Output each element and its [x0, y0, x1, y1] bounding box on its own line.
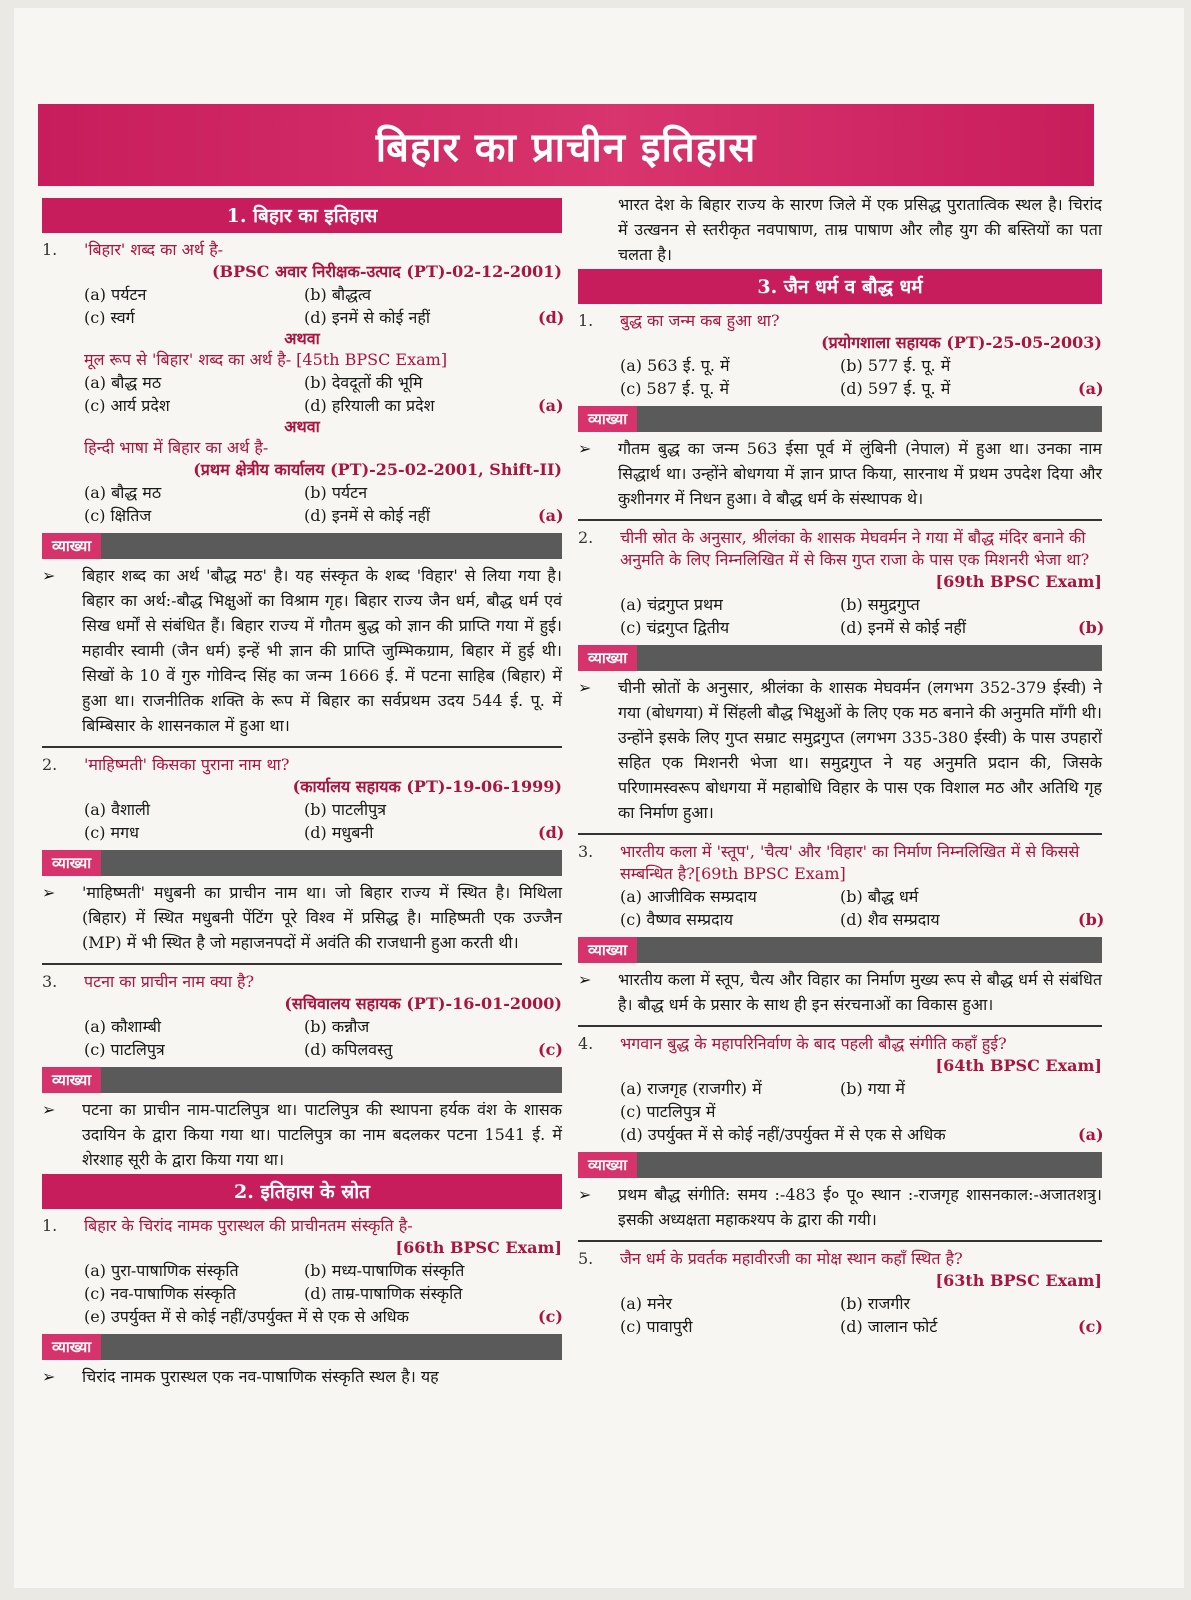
option: (b) कन्नौज — [304, 1017, 370, 1036]
question-block — [578, 527, 1105, 639]
question-number: 3. — [578, 842, 594, 861]
divider — [578, 1025, 1102, 1027]
explanation-text: 'माहिष्मती' मधुबनी का प्राचीन नाम था। जो बिहार राज्य में स्थित है। मिथिला (बिहार) में स्थित मधुबनी पेंटिंग पूरे विश्व में प्रसिद्ध है। माहिष्मती एक उज्जैन (MP) में भी स्थित है जो महाजनपदों में अवंति की राजधानी हुआ करती थी। — [82, 883, 562, 952]
question-block — [578, 1033, 1102, 1146]
option: (c) आर्य प्रदेश — [84, 396, 170, 415]
explanation — [42, 880, 562, 955]
left-column — [42, 196, 565, 1389]
option: (e) उपर्युक्त में से कोई नहीं/उपर्युक्त में से एक से अधिक — [84, 1307, 409, 1326]
explanation — [42, 1097, 562, 1172]
question-text: भारतीय कला में 'स्तूप', 'चैत्य' और 'विहार' का निर्माण निम्नलिखित में से किससे सम्बन्धित है?[69th BPSC Exam] — [620, 842, 1080, 883]
explanation-label: व्याख्या — [42, 1334, 101, 1360]
answer: (b) — [1078, 910, 1105, 929]
question-block — [578, 310, 1102, 400]
question-text: बुद्ध का जन्म कब हुआ था? — [620, 311, 780, 330]
athva-label: अथवा — [284, 417, 320, 436]
option: (c) मगध — [84, 823, 139, 842]
option: (a) आजीविक सम्प्रदाय — [620, 887, 757, 906]
option: (d) इनमें से कोई नहीं — [304, 506, 430, 525]
divider — [578, 1240, 1102, 1242]
question-source: [64th BPSC Exam] — [935, 1056, 1102, 1075]
answer: (d) — [538, 823, 565, 842]
question-number: 5. — [578, 1249, 594, 1268]
options — [84, 798, 565, 844]
question-text: हिन्दी भाषा में बिहार का अर्थ है- — [84, 438, 269, 457]
question-block — [578, 841, 1105, 931]
arrow-icon: ➢ — [42, 566, 56, 585]
question-source: (प्रयोगशाला सहायक (PT)-25-05-2003) — [821, 333, 1102, 352]
question-number: 1. — [42, 1216, 58, 1235]
option: (b) गया में — [840, 1079, 905, 1098]
question-text: 'माहिष्मती' किसका पुराना नाम था? — [84, 755, 290, 774]
option: (a) 563 ई. पू. में — [620, 356, 730, 375]
section-heading: 3. जैन धर्म व बौद्ध धर्म — [578, 269, 1102, 304]
option: (c) स्वर्ग — [84, 308, 135, 327]
explanation-bar — [42, 1067, 562, 1093]
options — [620, 593, 1105, 639]
question-number: 1. — [42, 240, 58, 259]
explanation — [578, 1182, 1102, 1232]
explanation — [578, 675, 1102, 825]
question-text: चीनी स्रोत के अनुसार, श्रीलंका के शासक मेघवर्मन ने गया में बौद्ध मंदिर बनाने की अनुमति के लिए निम्नलिखित में से किस गुप्त राजा के पास एक मिशनरी भेजा था? — [620, 528, 1090, 569]
question-number: 1. — [578, 311, 594, 330]
question-text: भगवान बुद्ध के महापरिनिर्वाण के बाद पहली बौद्ध संगीति कहाँ हुई? — [620, 1034, 1007, 1053]
option: (d) जालान फोर्ट — [840, 1317, 938, 1336]
question-block — [42, 971, 562, 1061]
arrow-icon: ➢ — [42, 883, 56, 902]
option: (d) शैव सम्प्रदाय — [840, 910, 940, 929]
question-source: [66th BPSC Exam] — [395, 1238, 562, 1257]
explanation-label: व्याख्या — [578, 406, 637, 432]
arrow-icon: ➢ — [578, 1185, 592, 1204]
option: (b) 577 ई. पू. में — [840, 356, 951, 375]
option: (c) नव-पाषाणिक संस्कृति — [84, 1284, 237, 1303]
options — [84, 283, 565, 329]
page-title: बिहार का प्राचीन इतिहास — [38, 104, 1094, 186]
option: (b) पर्यटन — [304, 483, 368, 502]
explanation-text: पटना का प्राचीन नाम-पाटलिपुत्र था। पाटलिपुत्र की स्थापना हर्यक वंश के शासक उदायिन के द्वारा किया गया था। पाटलिपुत्र का नाम बदलकर पटना 1541 ई. में शेरशाह सूरी के द्वारा किया गया था। — [82, 1100, 562, 1169]
explanation-bar — [578, 406, 1102, 432]
explanation — [578, 192, 1102, 267]
option: (c) पाटलिपुत्र — [84, 1040, 165, 1059]
divider — [42, 963, 562, 965]
option: (a) राजगृह (राजगीर) में — [620, 1079, 762, 1098]
arrow-icon: ➢ — [578, 970, 592, 989]
arrow-icon: ➢ — [578, 439, 592, 458]
question-source: (प्रथम क्षेत्रीय कार्यालय (PT)-25-02-2001, Shift-II) — [193, 460, 562, 479]
answer: (c) — [538, 1040, 563, 1059]
options — [620, 1100, 1102, 1146]
options — [620, 354, 1102, 400]
option: (a) बौद्ध मठ — [84, 483, 162, 502]
athva-label: अथवा — [284, 329, 320, 348]
explanation-text: गौतम बुद्ध का जन्म 563 ईसा पूर्व में लुंबिनी (नेपाल) में हुआ था। उनका नाम सिद्धार्थ था। उन्होंने बोधगया में ज्ञान प्राप्त किया, सारनाथ में प्रथम उपदेश दिया और कुशीनगर में निधन हुआ। वे बौद्ध धर्म के संस्थापक थे। — [618, 439, 1102, 508]
question-number: 2. — [42, 755, 58, 774]
question-number: 4. — [578, 1034, 594, 1053]
options — [84, 1259, 562, 1305]
question-source: (BPSC अवार निरीक्षक-उत्पाद (PT)-02-12-2001) — [211, 262, 562, 281]
explanation-bar — [42, 533, 562, 559]
option: (b) पाटलीपुत्र — [304, 800, 387, 819]
question-number: 3. — [42, 972, 58, 991]
options — [620, 885, 1105, 931]
option: (d) उपर्युक्त में से कोई नहीं/उपर्युक्त में से एक से अधिक — [620, 1125, 946, 1144]
divider — [578, 833, 1102, 835]
option: (b) बौद्धत्व — [304, 285, 372, 304]
explanation-label: व्याख्या — [578, 645, 637, 671]
option: (c) वैष्णव सम्प्रदाय — [620, 910, 734, 929]
question-text: जैन धर्म के प्रवर्तक महावीरजी का मोक्ष स्थान कहाँ स्थित है? — [620, 1249, 963, 1268]
question-source: (सचिवालय सहायक (PT)-16-01-2000) — [284, 994, 562, 1013]
answer: (a) — [538, 506, 564, 525]
options — [84, 371, 562, 417]
options — [84, 1015, 562, 1061]
answer: (c) — [538, 1307, 563, 1326]
question-block — [578, 1248, 1102, 1338]
answer: (a) — [1078, 1125, 1104, 1144]
explanation — [578, 436, 1102, 511]
options — [620, 1292, 1102, 1338]
question-block — [42, 1215, 562, 1328]
explanation-label: व्याख्या — [578, 1152, 637, 1178]
divider — [578, 519, 1102, 521]
option: (d) हरियाली का प्रदेश — [304, 396, 435, 415]
option: (d) 597 ई. पू. में — [840, 379, 951, 398]
option: (b) बौद्ध धर्म — [840, 887, 919, 906]
explanation-bar — [42, 850, 562, 876]
options — [84, 1305, 562, 1328]
section-heading: 2. इतिहास के स्रोत — [42, 1174, 562, 1209]
question-text: 'बिहार' शब्द का अर्थ है- — [84, 240, 224, 259]
explanation-text: चिरांद नामक पुरास्थल एक नव-पाषाणिक संस्कृति स्थल है। यह — [82, 1367, 439, 1386]
question-source: (कार्यालय सहायक (PT)-19-06-1999) — [292, 777, 562, 796]
option: (a) पुरा-पाषाणिक संस्कृति — [84, 1261, 239, 1280]
explanation-bar — [578, 937, 1102, 963]
option: (a) चंद्रगुप्त प्रथम — [620, 595, 723, 614]
question-source: [69th BPSC Exam] — [935, 572, 1102, 591]
options — [84, 481, 562, 527]
explanation-text: चीनी स्रोतों के अनुसार, श्रीलंका के शासक मेघवर्मन (लगभग 352-379 ईस्वी) ने गया (बोधगया) में सिंहली बौद्ध भिक्षुओं के लिए एक मठ बनाने की अनुमति माँगी थी। उन्होंने इसके लिए गुप्त सम्राट समुद्रगुप्त (लगभग 335-380 ईस्वी) के पास उपहारों सहित एक मिशनरी भेजा था। समुद्रगुप्त ने यह अनुमति प्रदान की, जिसके परिणामस्वरूप बोधगया में महाबोधि विहार के पास एक विशाल मठ और अतिथि गृह का निर्माण हुआ। — [618, 678, 1102, 822]
option: (a) कौशाम्बी — [84, 1017, 162, 1036]
explanation-bar — [42, 1334, 562, 1360]
answer: (d) — [538, 308, 565, 327]
explanation-text: भारत देश के बिहार राज्य के सारण जिले में एक प्रसिद्ध पुरातात्विक स्थल है। चिरांद में उत्खनन से स्तरीकृत नवपाषाण, ताम्र पाषाण और लौह युग की बस्तियों का पता चलता है। — [618, 195, 1102, 264]
arrow-icon: ➢ — [42, 1100, 56, 1119]
option: (a) बौद्ध मठ — [84, 373, 162, 392]
option: (b) मध्य-पाषाणिक संस्कृति — [304, 1261, 465, 1280]
option: (a) वैशाली — [84, 800, 151, 819]
option: (d) ताम्र-पाषाणिक संस्कृति — [304, 1284, 463, 1303]
right-column — [578, 192, 1105, 1338]
explanation-label: व्याख्या — [42, 850, 101, 876]
explanation — [578, 967, 1102, 1017]
explanation-label: व्याख्या — [42, 1067, 101, 1093]
section-heading: 1. बिहार का इतिहास — [42, 198, 562, 233]
divider — [42, 746, 562, 748]
option: (d) मधुबनी — [304, 823, 374, 842]
options — [620, 1077, 1102, 1100]
question-block — [42, 239, 565, 527]
option: (d) इनमें से कोई नहीं — [840, 618, 966, 637]
option: (c) क्षितिज — [84, 506, 152, 525]
explanation-text: बिहार शब्द का अर्थ 'बौद्ध मठ' है। यह संस्कृत के शब्द 'विहार' से लिया गया है। बिहार का अर्थ:-बौद्ध भिक्षुओं का विश्राम गृह। बिहार राज्य जैन धर्म, बौद्ध धर्म एवं सिख धर्मों से संबंधित हैं। बिहार राज्य में गौतम बुद्ध को ज्ञान की प्राप्ति गया में हुई। महावीर स्वामी (जैन धर्म) इन्हें भी ज्ञान की प्राप्ति जुम्भिकग्राम, बिहार में हुई थी। सिखों के 10 वें गुरु गोविन्द सिंह का जन्म 1666 ई. में पटना साहिब (बिहार) में हुआ था। राजनीतिक शक्ति के रूप में बिहार का सर्वप्रथम उदय 544 ई. पू. में बिम्बिसार के शासनकाल में हुआ था। — [82, 566, 562, 735]
question-text: पटना का प्राचीन नाम क्या है? — [84, 972, 255, 991]
option: (c) पाटलिपुत्र में — [620, 1102, 716, 1121]
option: (a) पर्यटन — [84, 285, 147, 304]
explanation-label: व्याख्या — [42, 533, 101, 559]
explanation-text: प्रथम बौद्ध संगीति: समय :-483 ई० पू० स्थान :-राजगृह शासनकाल:-अजातशत्रु। इसकी अध्यक्षता महाकश्यप के द्वारा की गयी। — [618, 1185, 1102, 1229]
explanation-bar — [578, 1152, 1102, 1178]
question-text: बिहार के चिरांद नामक पुरास्थल की प्राचीनतम संस्कृति है- — [84, 1216, 413, 1235]
option: (b) समुद्रगुप्त — [840, 595, 920, 614]
option: (c) पावापुरी — [620, 1317, 693, 1336]
answer: (b) — [1078, 618, 1105, 637]
option: (d) कपिलवस्तु — [304, 1040, 393, 1059]
question-number: 2. — [578, 528, 594, 547]
option: (b) राजगीर — [840, 1294, 911, 1313]
option: (d) इनमें से कोई नहीं — [304, 308, 430, 327]
option: (a) मनेर — [620, 1294, 673, 1313]
arrow-icon: ➢ — [578, 678, 592, 697]
answer: (a) — [538, 396, 564, 415]
question-block — [42, 754, 565, 844]
question-text: मूल रूप से 'बिहार' शब्द का अर्थ है- [45th BPSC Exam] — [84, 350, 448, 369]
explanation — [42, 563, 562, 738]
option: (c) चंद्रगुप्त द्वितीय — [620, 618, 730, 637]
explanation-bar — [578, 645, 1102, 671]
question-source: [63th BPSC Exam] — [935, 1271, 1102, 1290]
explanation — [42, 1364, 562, 1389]
answer: (a) — [1078, 379, 1104, 398]
answer: (c) — [1078, 1317, 1103, 1336]
arrow-icon: ➢ — [42, 1367, 56, 1386]
option: (b) देवदूतों की भूमि — [304, 373, 423, 392]
option: (c) 587 ई. पू. में — [620, 379, 730, 398]
explanation-label: व्याख्या — [578, 937, 637, 963]
explanation-text: भारतीय कला में स्तूप, चैत्य और विहार का निर्माण मुख्य रूप से बौद्ध धर्म से संबंधित है। बौद्ध धर्म के प्रसार के साथ ही इन संरचनाओं का विकास हुआ। — [618, 970, 1102, 1014]
